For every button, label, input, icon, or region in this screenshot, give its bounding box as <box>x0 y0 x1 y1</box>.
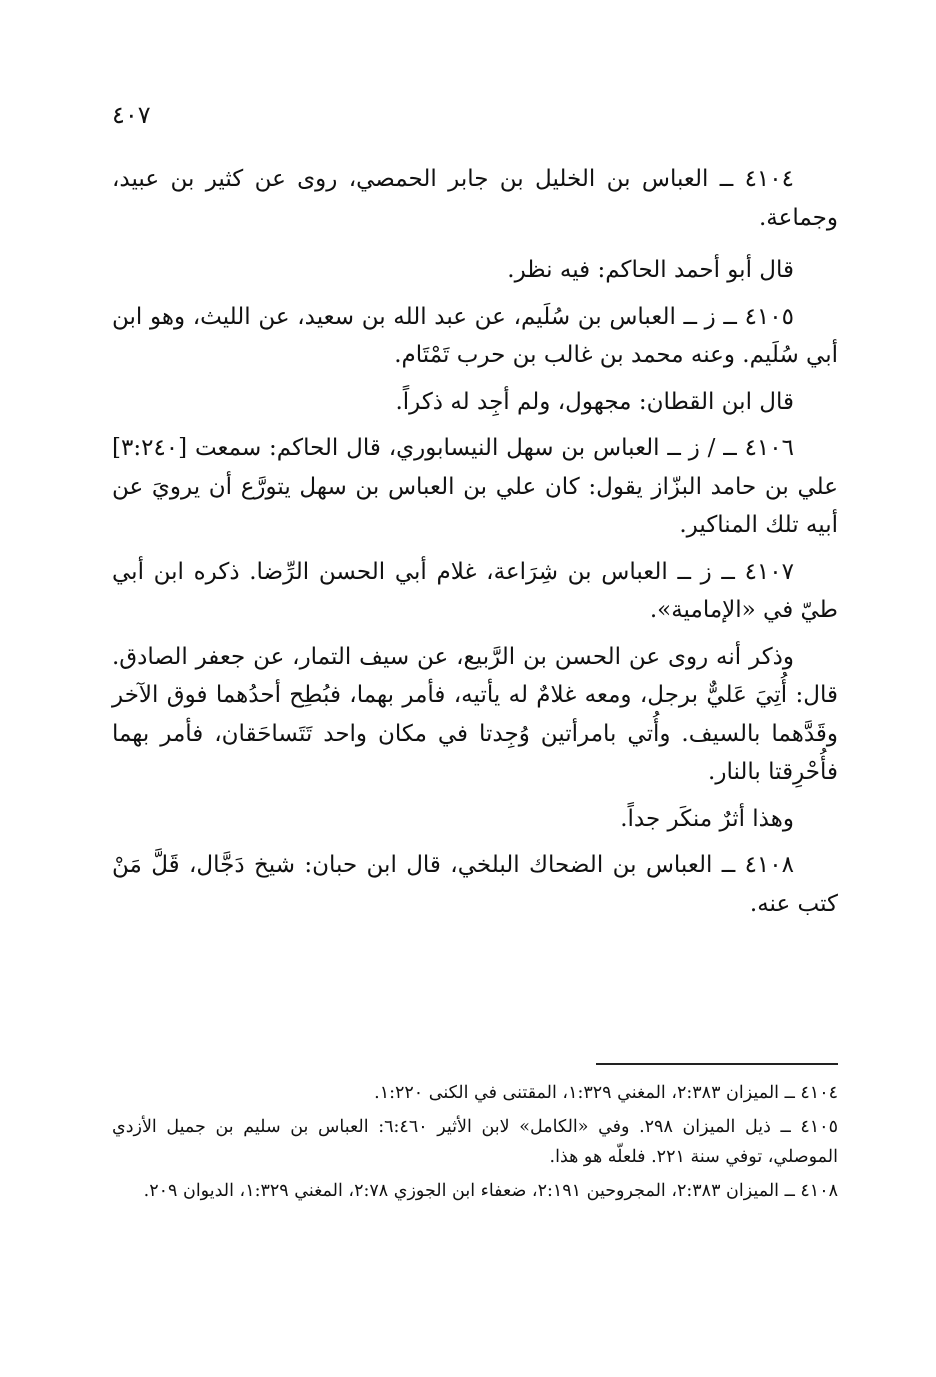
entry-4104-note: قال أبو أحمد الحاكم: فيه نظر. <box>507 257 794 283</box>
footnote-4105: ٤١٠٥ ــ ذيل الميزان ٢٩٨. وفي «الكامل» لابن الأثير ٦:٤٦٠: العباس بن سليم بن جميل الأزدي الموصلي، توفي سنة ٢٢١. فلعلّه هو هذا. <box>112 1117 838 1167</box>
page-number: ٤٠٧ <box>112 101 151 129</box>
footnote-4108: ٤١٠٨ ــ الميزان ٢:٣٨٣، المجروحين ٢:١٩١، ضعفاء ابن الجوزي ٢:٧٨، المغني ١:٣٢٩، الديوان ٢٠٩. <box>143 1181 838 1201</box>
entry-4107: ٤١٠٧ ــ ز ــ العباس بن شِرَاعة، غلام أبي الحسن الرِّضا. ذكره ابن أبي طيّ في «الإمامية». <box>112 558 838 623</box>
footnotes <box>112 1078 838 1210</box>
footnote-4104: ٤١٠٤ ــ الميزان ٢:٣٨٣، المغني ١:٣٢٩، المقتنى في الكنى ١:٢٢٠. <box>374 1083 838 1103</box>
main-text <box>112 160 838 931</box>
entry-4107-narration: وذكر أنه روى عن الحسن بن الرَّبيع، عن سيف التمار، عن جعفر الصادق. قال: أُتِيَ عَليٌّ برجل، ومعه غلامٌ له يأتيه، فأمر بهما، فبُطِح أحدُهما فوق الآخر وقَدَّهما بالسيف. وأُتي بامرأتين وُجِدتا في مكان واحد تَتَساحَقان، فأمر بهما فأُحْرِقتا بالنار. <box>112 643 838 785</box>
entry-4107-note: وهذا أثرٌ منكَر جداً. <box>620 805 794 832</box>
entry-4105: ٤١٠٥ ــ ز ــ العباس بن سُلَيم، عن عبد الله بن سعيد، عن الليث، وهو ابن أبي سُلَيم. وعنه محمد بن غالب بن حرب تَمْتَام. <box>112 303 838 368</box>
entry-4104: ٤١٠٤ ــ العباس بن الخليل بن جابر الحمصي، روى عن كثير بن عبيد، وجماعة. <box>112 166 838 231</box>
entry-4108: ٤١٠٨ ــ العباس بن الضحاك البلخي، قال ابن حبان: شيخ دَجَّال، قَلَّ مَنْ كتب عنه. <box>112 852 838 917</box>
footnote-divider <box>596 1063 838 1065</box>
entry-4105-note: قال ابن القطان: مجهول، ولم أجِد له ذكراً. <box>395 388 794 415</box>
entry-4106: ٤١٠٦ ــ / ز ــ العباس بن سهل النيسابوري، قال الحاكم: سمعت [٣:٢٤٠] علي بن حامد البزّاز يقول: كان علي بن العباس بن سهل يتورَّع أن يرويَ عن أبيه تلك المناكير. <box>112 435 838 538</box>
